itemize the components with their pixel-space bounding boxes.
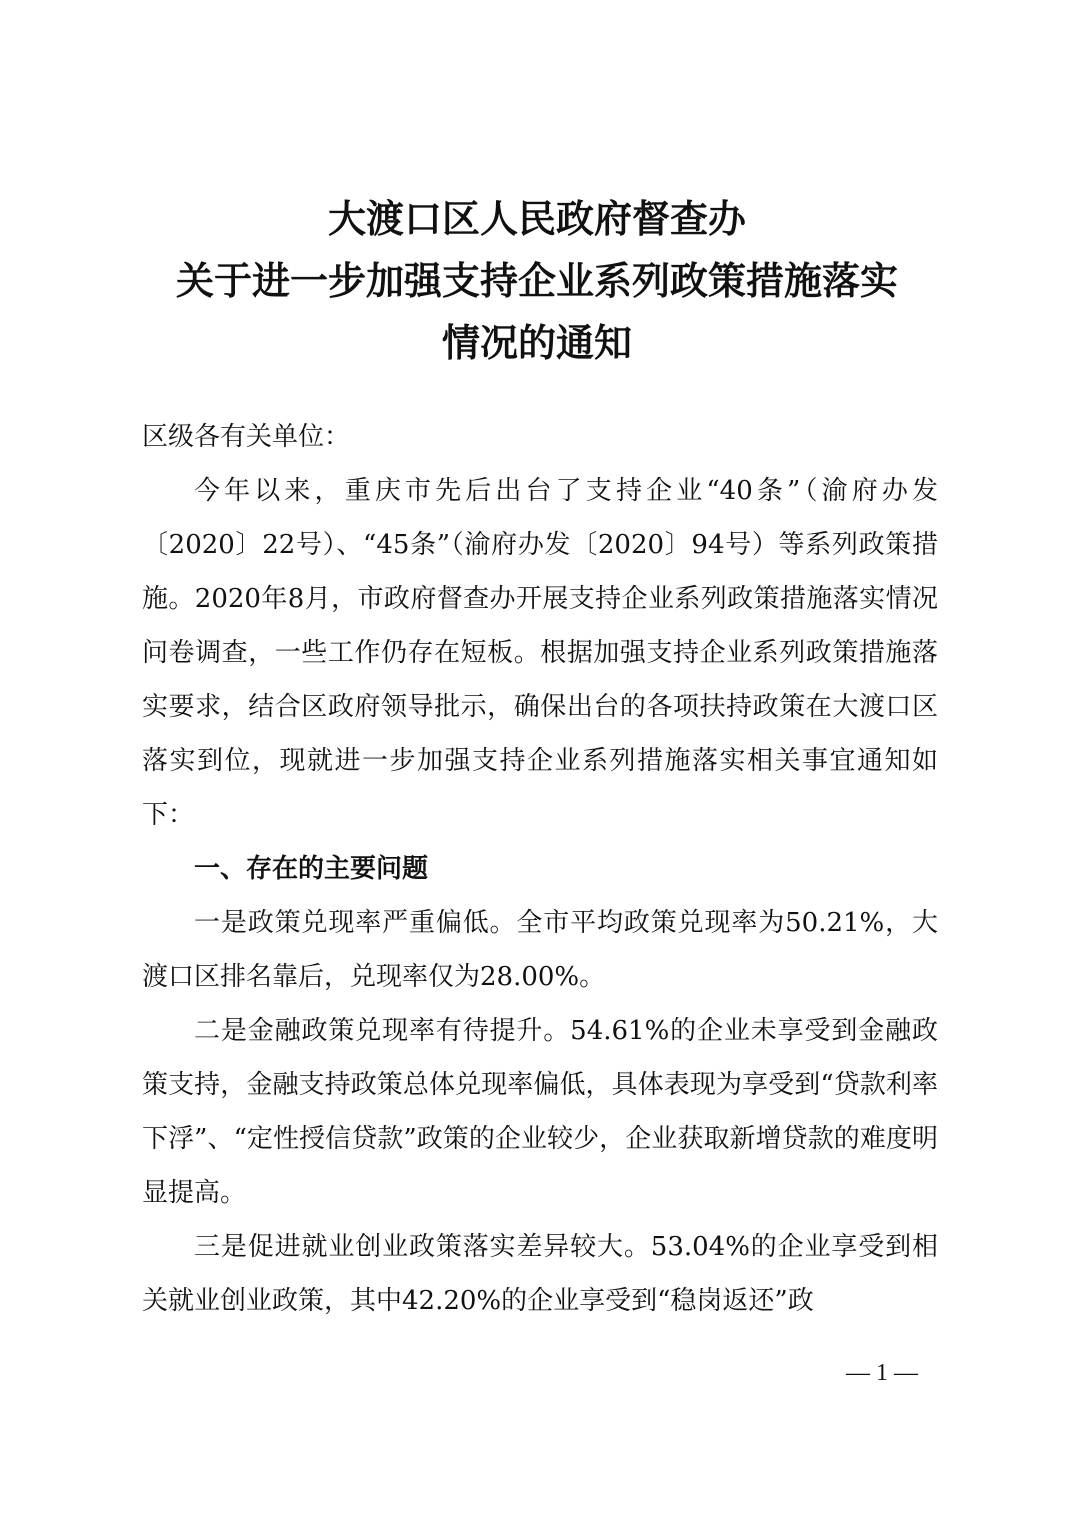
- title-line-1: 大渡口区人民政府督查办: [327, 196, 746, 241]
- issue-paragraph-2: 二是金融政策兑现率有待提升。54.61%的企业未享受到金融政策支持，金融支持政策总体兑现率偏低，具体表现为享受到“贷款利率下浮”、“定性授信贷款”政策的企业较少，企业获取新增贷款的难度明显提高。: [142, 1016, 938, 1208]
- title-line-2: 关于进一步加强支持企业系列政策措施落实: [175, 258, 898, 303]
- document-title: [60, 188, 1014, 374]
- intro-paragraph: 今年以来，重庆市先后出台了支持企业“40条”（渝府办发〔2020〕22号）、“45条”（渝府办发〔2020〕94号）等系列政策措施。2020年8月，市政府督查办开展支持企业系列政策措施落实情况问卷调查，一些工作仍存在短板。根据加强支持企业系列政策措施落实要求，结合区政府领导批示，确保出台的各项扶持政策在大渡口区落实到位，现就进一步加强支持企业系列措施落实相关事宜通知如下：: [142, 476, 938, 830]
- issue-paragraph-3: 三是促进就业创业政策落实差异较大。53.04%的企业享受到相关就业创业政策，其中42.20%的企业享受到“稳岗返还”政: [142, 1232, 938, 1316]
- section-heading: 一、存在的主要问题: [194, 854, 429, 884]
- issue-paragraph-1: 一是政策兑现率严重偏低。全市平均政策兑现率为50.21%，大渡口区排名靠后，兑现率仅为28.00%。: [142, 908, 938, 992]
- title-line-3: 情况的通知: [441, 320, 632, 365]
- salutation: 区级各有关单位：: [142, 422, 351, 452]
- document-body: [142, 410, 938, 1328]
- page-number: — 1 —: [846, 1360, 918, 1386]
